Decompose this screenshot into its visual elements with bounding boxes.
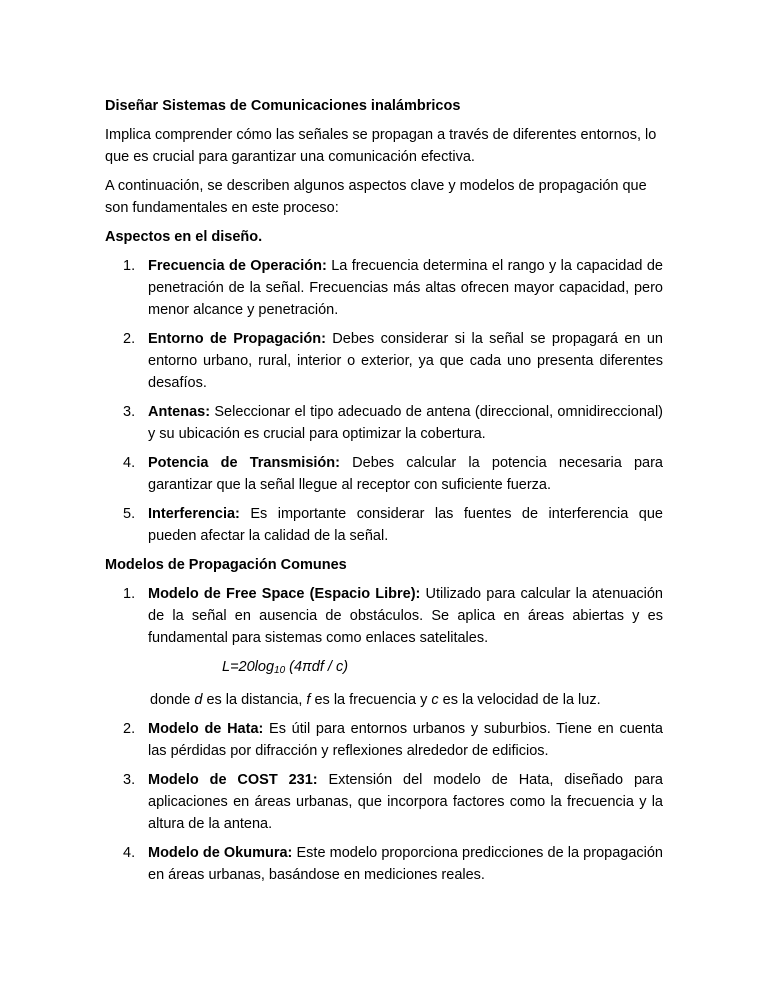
aspects-heading: Aspectos en el diseño. [105, 229, 263, 245]
list-item-body [148, 328, 663, 394]
list-item-label: Modelo de Free Space (Espacio Libre): [148, 586, 421, 602]
document-title: Diseñar Sistemas de Comunicaciones inalámbricos [105, 98, 461, 114]
intro-paragraph-2: A continuación, se describen algunos aspectos clave y modelos de propagación que son fundamentales en este proceso: [105, 178, 647, 216]
list-item-body [148, 842, 663, 886]
aspect-item-potencia [105, 452, 663, 496]
variable-d: d [194, 692, 203, 708]
list-item-label: Potencia de Transmisión: [148, 455, 340, 471]
free-space-path-loss-formula [105, 656, 663, 682]
aspect-item-interferencia [105, 503, 663, 547]
formula-prefix: L=20log [222, 659, 275, 675]
list-item-number: 4. [123, 845, 136, 861]
variable-c: c [431, 692, 439, 708]
list-item-body [148, 583, 663, 649]
list-item-label: Frecuencia de Operación: [148, 258, 327, 274]
list-item-body [148, 718, 663, 762]
list-item-number: 3. [123, 772, 136, 788]
variable-f: f [306, 692, 311, 708]
models-heading: Modelos de Propagación Comunes [105, 557, 347, 573]
list-item-body [148, 769, 663, 835]
model-item-free-space [105, 583, 663, 649]
model-item-cost-231 [105, 769, 663, 835]
list-item-label: Antenas: [148, 404, 211, 420]
list-item-number: 1. [123, 586, 136, 602]
list-item-number: 1. [123, 258, 136, 274]
note-text: es la distancia, [202, 692, 307, 708]
list-item-label: Interferencia: [148, 506, 240, 522]
note-text: donde [150, 692, 195, 708]
list-item-label: Entorno de Propagación: [148, 331, 326, 347]
model-item-okumura [105, 842, 663, 886]
formula-suffix: (4πdf / c) [285, 659, 349, 675]
list-item-text: La frecuencia determina el rango y la capacidad de penetración de la señal. Frecuencias más altas ofrecen mayor capacidad, pero menor alcance y penetración. [148, 258, 663, 318]
list-item-number: 5. [123, 506, 136, 522]
list-item-text: Es útil para entornos urbanos y suburbios. Tiene en cuenta las pérdidas por difracción y reflexiones alrededor de edificios. [148, 721, 663, 759]
model-item-hata [105, 718, 663, 762]
list-item-text: Extensión del modelo de Hata, diseñado para aplicaciones en áreas urbanas, que incorpora factores como la frecuencia y la altura de la antena. [148, 772, 663, 832]
list-item-number: 2. [123, 331, 136, 347]
list-item-number: 2. [123, 721, 136, 737]
list-item-body [148, 503, 663, 547]
aspect-item-antenas [105, 401, 663, 445]
list-item-body [148, 401, 663, 445]
list-item-text: Utilizado para calcular la atenuación de la señal en ausencia de obstáculos. Se aplica en áreas abiertas y es fundamental para sistemas como enlaces satelitales. [148, 586, 663, 646]
list-item-number: 3. [123, 404, 136, 420]
list-item-text: Este modelo proporciona predicciones de la propagación en áreas urbanas, basándose en mediciones reales. [148, 845, 663, 883]
aspect-item-frecuencia [105, 255, 663, 321]
aspect-item-entorno [105, 328, 663, 394]
intro-paragraph-1: Implica comprender cómo las señales se propagan a través de diferentes entornos, lo que es crucial para garantizar una comunicación efectiva. [105, 127, 657, 165]
list-item-body [148, 255, 663, 321]
list-item-text: Debes considerar si la señal se propagará en un entorno urbano, rural, interior o exterior, ya que cada uno presenta diferentes desafíos. [148, 331, 663, 391]
list-item-number: 4. [123, 455, 136, 471]
formula-subscript: 10 [274, 665, 286, 676]
note-text: es la velocidad de la luz. [438, 692, 601, 708]
list-item-text: Seleccionar el tipo adecuado de antena (direccional, omnidireccional) y su ubicación es crucial para optimizar la cobertura. [148, 404, 663, 442]
list-item-label: Modelo de Hata: [148, 721, 264, 737]
note-text: es la frecuencia y [310, 692, 432, 708]
list-item-text: Es importante considerar las fuentes de interferencia que pueden afectar la calidad de la señal. [148, 506, 663, 544]
list-item-body [148, 452, 663, 496]
list-item-text: Debes calcular la potencia necesaria para garantizar que la señal llegue al receptor con suficiente fuerza. [148, 455, 663, 493]
list-item-label: Modelo de Okumura: [148, 845, 293, 861]
list-item-label: Modelo de COST 231: [148, 772, 318, 788]
formula-variables-note [105, 689, 663, 711]
